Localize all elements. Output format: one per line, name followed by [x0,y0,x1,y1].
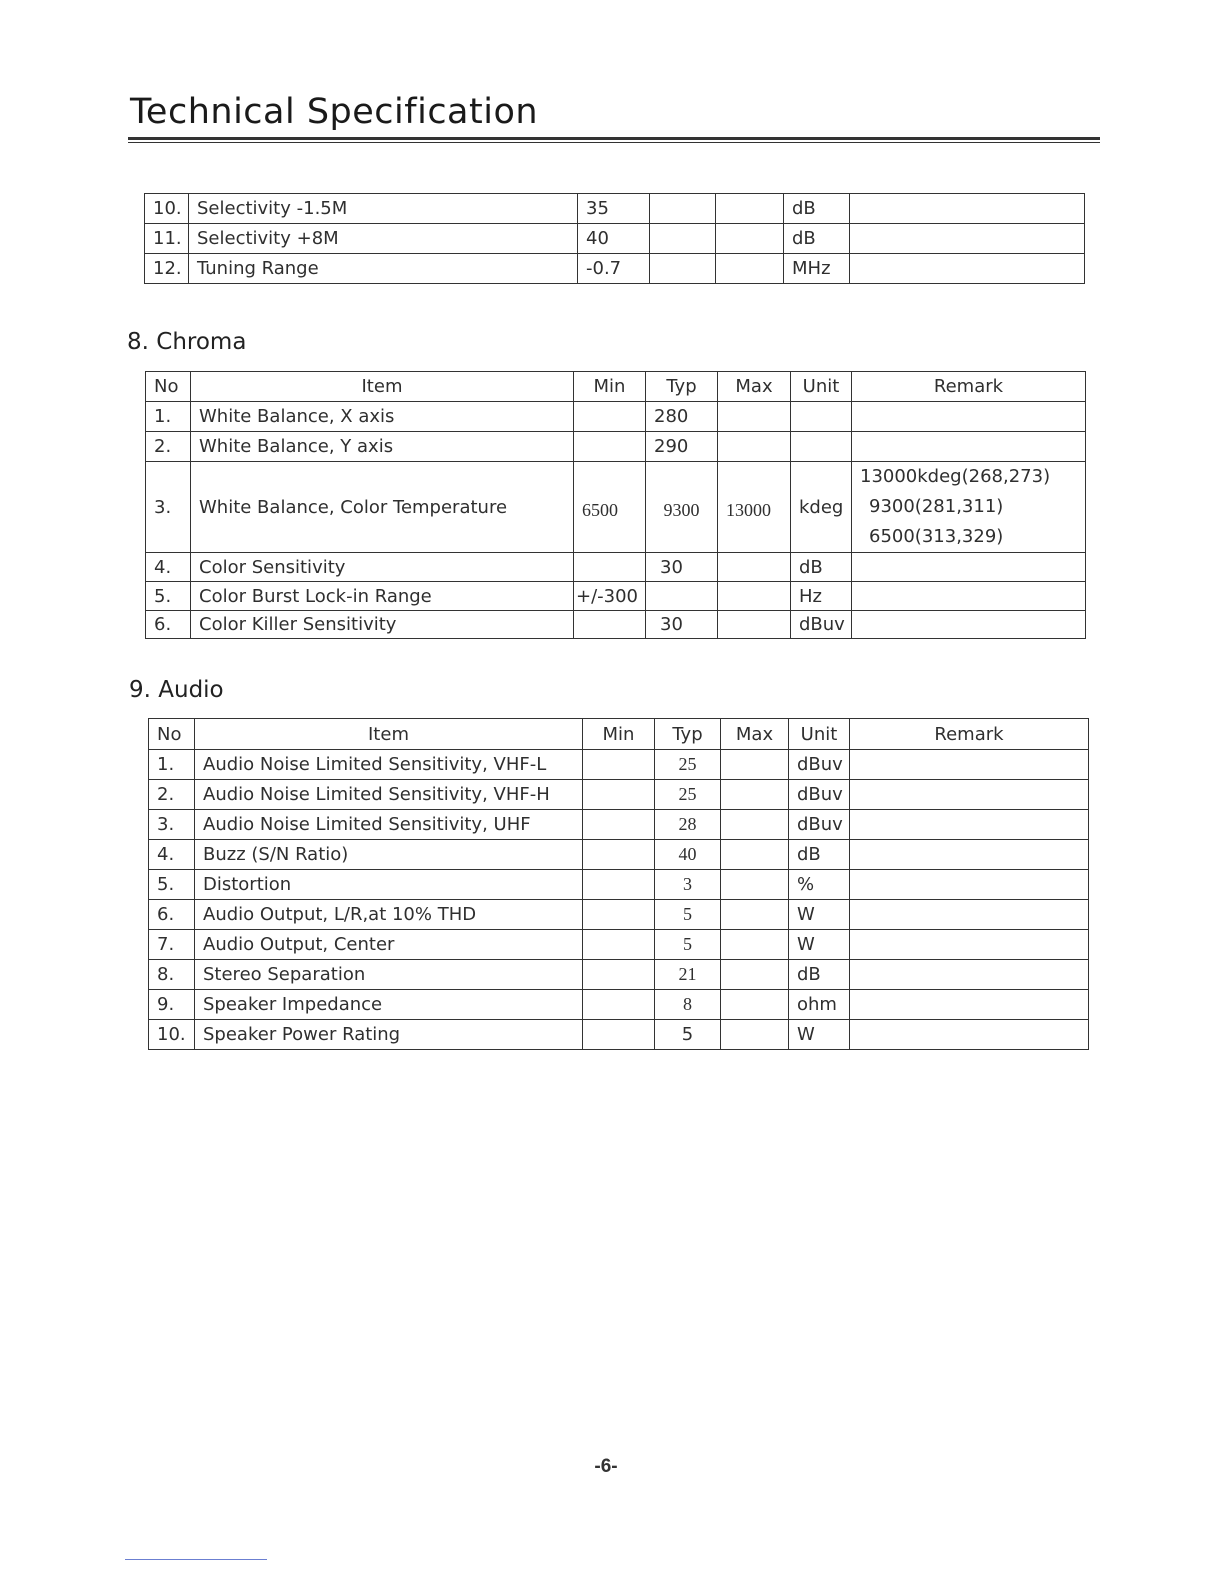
row-typ [646,582,718,611]
row-item: Color Burst Lock-in Range [191,582,574,611]
header-typ: Typ [646,372,718,402]
page-title: Technical Specification [130,92,539,132]
row-no: 5. [149,870,195,900]
remark-line: 9300(281,311) [869,496,1004,517]
row-max [721,750,789,780]
row-typ: 21 [655,960,721,990]
row-min [574,432,646,462]
row-remark [852,553,1086,582]
header-unit: Unit [791,372,852,402]
row-typ: 5 [655,900,721,930]
row-remark [852,432,1086,462]
row-typ: 9300 [646,462,718,553]
remark-line: 6500(313,329) [869,526,1004,547]
row-max [718,611,791,639]
row-max: 13000 [718,462,791,553]
chroma-heading: 8. Chroma [127,329,247,355]
row-item: Audio Noise Limited Sensitivity, VHF-H [195,780,583,810]
row-unit: dB [784,194,850,224]
row-no: 1. [146,402,191,432]
row-typ: 5 [655,1020,721,1050]
row-remark [850,900,1089,930]
row-min [583,750,655,780]
audio-heading: 9. Audio [129,677,224,703]
row-typ: 5 [655,930,721,960]
row-remark [850,960,1089,990]
row-max [718,553,791,582]
row-remark [850,254,1085,284]
row-typ: 30 [646,553,718,582]
row-max [721,810,789,840]
row-max [721,990,789,1020]
row-unit: dB [789,840,850,870]
row-remark [850,780,1089,810]
row-unit: % [789,870,850,900]
row-typ [650,254,716,284]
row-min [583,810,655,840]
row-min: +/-300 [574,582,646,611]
row-remark [852,582,1086,611]
header-no: No [146,372,191,402]
row-no: 4. [149,840,195,870]
row-item: Tuning Range [189,254,578,284]
row-no: 11. [145,224,189,254]
row-typ: 8 [655,990,721,1020]
row-no: 10. [149,1020,195,1050]
table-header-row [149,719,1089,750]
row-unit: MHz [784,254,850,284]
row-typ: 3 [655,870,721,900]
row-typ: 25 [655,750,721,780]
row-min [583,900,655,930]
row-unit: dBuv [789,780,850,810]
row-remark [852,402,1086,432]
header-max: Max [718,372,791,402]
row-min [583,990,655,1020]
row-no: 6. [149,900,195,930]
row-unit: Hz [791,582,852,611]
header-remark: Remark [850,719,1089,750]
row-min: 6500 [574,462,646,553]
header-item: Item [195,719,583,750]
row-min [583,780,655,810]
table-row [145,224,1085,254]
row-no: 3. [149,810,195,840]
row-min [583,1020,655,1050]
row-max [718,402,791,432]
row-no: 5. [146,582,191,611]
row-unit: ohm [789,990,850,1020]
row-remark [850,810,1089,840]
row-min [574,402,646,432]
audio-table [148,718,1089,1050]
table-row [146,402,1086,432]
header-unit: Unit [789,719,850,750]
row-no: 1. [149,750,195,780]
header-typ: Typ [655,719,721,750]
table-row [145,194,1085,224]
row-item: Stereo Separation [195,960,583,990]
footer-rule [125,1559,267,1560]
row-max [721,930,789,960]
row-item: White Balance, Color Temperature [191,462,574,553]
row-max [718,582,791,611]
row-item: Audio Noise Limited Sensitivity, UHF [195,810,583,840]
row-remark [850,930,1089,960]
row-max [721,840,789,870]
row-typ: 25 [655,780,721,810]
row-remark [850,840,1089,870]
row-typ [650,194,716,224]
table-row [149,960,1089,990]
table-row [149,900,1089,930]
row-min: -0.7 [578,254,650,284]
row-remark [852,611,1086,639]
header-max: Max [721,719,789,750]
table-row [146,553,1086,582]
row-unit: W [789,900,850,930]
row-unit: dB [784,224,850,254]
row-typ: 30 [646,611,718,639]
row-typ [650,224,716,254]
row-unit: dB [789,960,850,990]
table-row [149,840,1089,870]
header-no: No [149,719,195,750]
row-unit: dBuv [791,611,852,639]
table-row [145,254,1085,284]
row-remark [850,870,1089,900]
row-unit [791,402,852,432]
row-remark [850,224,1085,254]
table-row [146,432,1086,462]
row-unit: W [789,1020,850,1050]
row-max [721,780,789,810]
row-typ: 290 [646,432,718,462]
row-min: 40 [578,224,650,254]
table-row [146,462,1086,553]
table-row [149,1020,1089,1050]
row-max [718,432,791,462]
table-row [149,750,1089,780]
row-item: Selectivity -1.5M [189,194,578,224]
row-max [721,900,789,930]
table-row [149,990,1089,1020]
row-item: Speaker Impedance [195,990,583,1020]
row-unit: dB [791,553,852,582]
header-min: Min [574,372,646,402]
row-unit: dBuv [789,750,850,780]
row-no: 3. [146,462,191,553]
row-no: 8. [149,960,195,990]
table-row [149,810,1089,840]
row-item: Audio Noise Limited Sensitivity, VHF-L [195,750,583,780]
table-row [149,930,1089,960]
row-max [721,960,789,990]
row-remark [850,194,1085,224]
row-item: Speaker Power Rating [195,1020,583,1050]
table-row [149,780,1089,810]
chroma-table [145,371,1086,639]
row-max [716,224,784,254]
row-min [583,870,655,900]
row-remark [850,1020,1089,1050]
table-row [149,870,1089,900]
title-rule [128,137,1100,140]
row-unit: kdeg [791,462,852,553]
title-rule-thin [128,142,1100,143]
row-no: 6. [146,611,191,639]
table-row [146,582,1086,611]
row-no: 2. [146,432,191,462]
row-min [574,611,646,639]
row-item: Audio Output, Center [195,930,583,960]
continued-spec-table [144,193,1085,284]
row-typ: 28 [655,810,721,840]
row-no: 12. [145,254,189,284]
row-min [583,840,655,870]
row-no: 10. [145,194,189,224]
row-max [721,1020,789,1050]
row-remark [850,990,1089,1020]
header-remark: Remark [852,372,1086,402]
row-typ: 280 [646,402,718,432]
row-item: Buzz (S/N Ratio) [195,840,583,870]
row-min [574,553,646,582]
table-row [146,611,1086,639]
row-min [583,960,655,990]
row-typ: 40 [655,840,721,870]
page-number: -6- [594,1456,618,1477]
row-remark [850,750,1089,780]
row-unit: W [789,930,850,960]
row-item: Selectivity +8M [189,224,578,254]
table-header-row [146,372,1086,402]
row-min: 35 [578,194,650,224]
remark-line: 13000kdeg(268,273) [860,466,1051,487]
row-no: 4. [146,553,191,582]
row-unit: dBuv [789,810,850,840]
row-remark [852,462,1086,553]
row-max [721,870,789,900]
row-item: Color Sensitivity [191,553,574,582]
row-item: White Balance, X axis [191,402,574,432]
row-item: Distortion [195,870,583,900]
row-max [716,254,784,284]
row-item: Color Killer Sensitivity [191,611,574,639]
row-item: Audio Output, L/R,at 10% THD [195,900,583,930]
header-item: Item [191,372,574,402]
row-min [583,930,655,960]
row-no: 9. [149,990,195,1020]
row-item: White Balance, Y axis [191,432,574,462]
row-max [716,194,784,224]
header-min: Min [583,719,655,750]
row-no: 7. [149,930,195,960]
row-no: 2. [149,780,195,810]
row-unit [791,432,852,462]
